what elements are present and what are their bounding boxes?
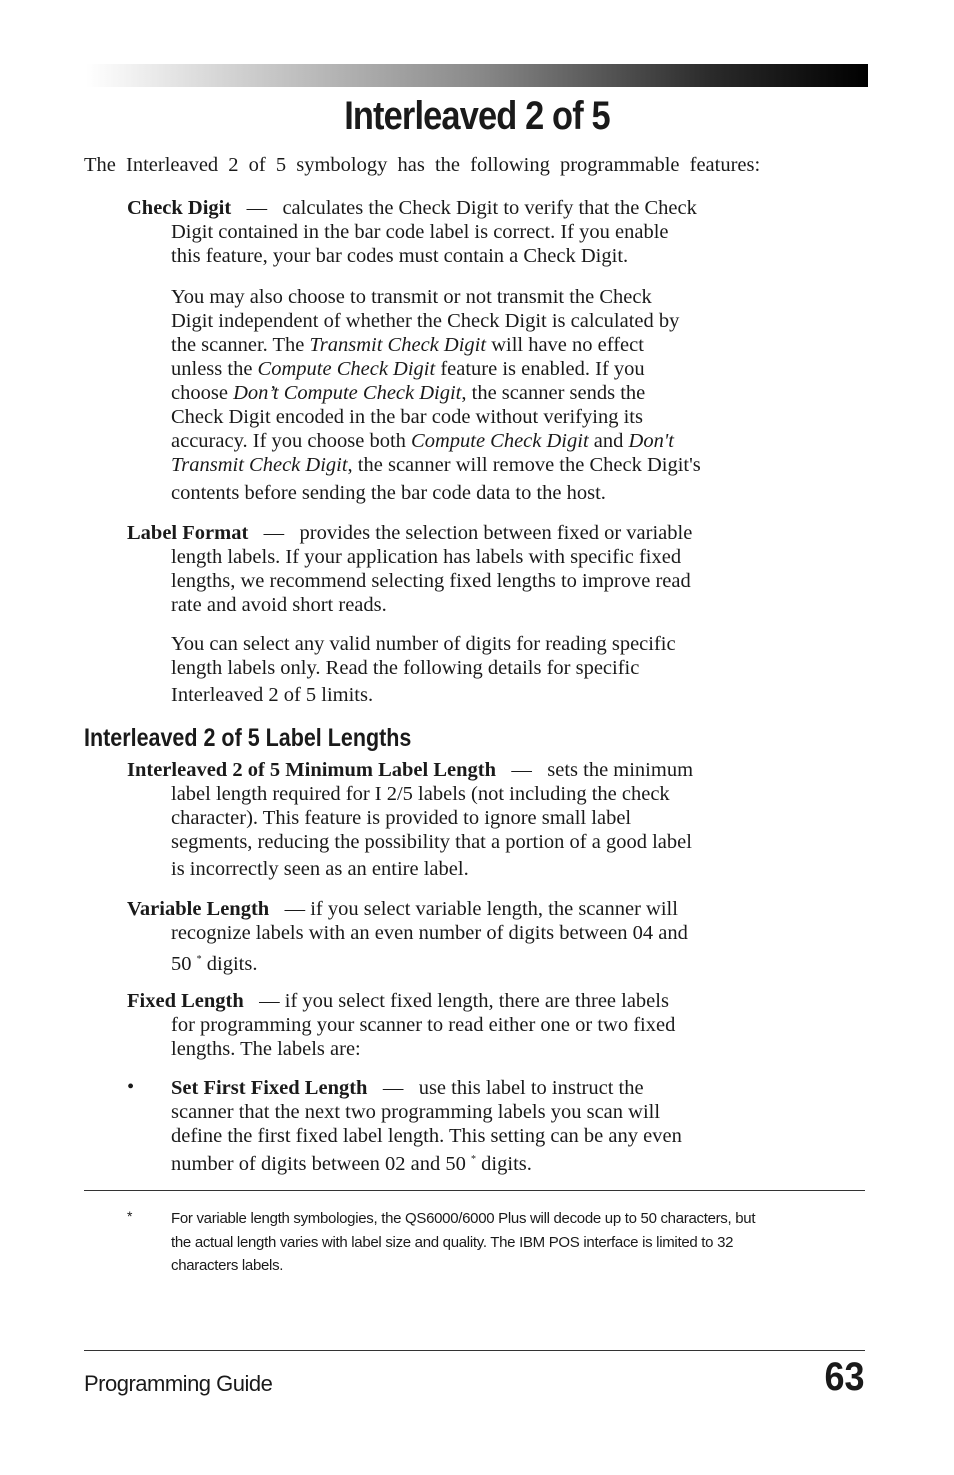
text-fragment: digits. [481,1153,532,1175]
compute-check-digit-term: Compute Check Digit [411,430,589,452]
label-format-paragraph [127,521,827,617]
variable-length-term: Variable Length [127,898,270,920]
intro-paragraph [84,153,864,177]
em-dash: — [511,759,532,781]
text-fragment: feature is enabled. If you [435,358,645,380]
em-dash: — [382,1077,404,1099]
footnote-divider [84,1190,865,1191]
text-line: sets the minimum [547,759,694,781]
text-fragment: number of digits between 02 and 50 [171,1153,466,1175]
text-line: Interleaved 2 of 5 limits. [171,684,374,706]
fixed-length-term: Fixed Length [127,990,244,1012]
header-gradient-bar [86,64,868,87]
dont-transmit-term: Don't [628,430,674,452]
text-line: if you select variable length, the scanner will [310,898,678,920]
text-fragment: , the scanner sends the [461,382,646,404]
em-dash: — [284,898,306,920]
text-line: label length required for I 2/5 labels (not including the check [171,783,670,805]
page-number: 63 [823,1355,864,1399]
set-first-fixed-length-paragraph [171,1076,831,1176]
text-line: lengths, we recommend selecting fixed lengths to improve read [171,570,691,592]
text-line: lengths. The labels are: [171,1038,361,1060]
text-line: is incorrectly seen as an entire label. [171,858,469,880]
text-line: You may also choose to transmit or not transmit the Check [171,286,652,308]
footer-title: Programming Guide [84,1371,273,1396]
text-line: recognize labels with an even number of digits between 04 and [171,922,688,944]
text-line: scanner that the next two programming labels you scan will [171,1101,661,1123]
text-fragment: digits. [206,953,258,975]
text-line: segments, reducing the possibility that a portion of a good label [171,831,692,853]
text-line: if you select fixed length, there are three labels [284,990,669,1012]
text-line: define the first fixed label length. This setting can be any even [171,1125,682,1147]
transmit-check-digit-term: Transmit Check Digit [309,334,487,356]
text-fragment: will have no effect [486,334,644,356]
section-heading: Interleaved 2 of 5 Label Lengths [84,724,412,752]
text-line: rate and avoid short reads. [171,594,387,616]
em-dash: — [263,522,285,544]
text-line: use this label to instruct the [418,1077,644,1099]
minimum-label-length-term: Interleaved 2 of 5 Minimum Label Length [127,759,496,781]
text-line: character). This feature is provided to ignore small label [171,807,632,829]
compute-check-digit-term: Compute Check Digit [257,358,436,380]
dont-compute-check-digit-term: Don’t Compute Check Digit [233,382,462,404]
footnote-line: For variable length symbologies, the QS6000/6000 Plus will decode up to 50 characters, but [171,1210,756,1227]
text-fragment: the scanner. The [171,334,310,356]
text-fragment: 50 [171,953,192,975]
footnote-marker: * [196,954,202,965]
footer-divider [84,1350,865,1351]
text-line: Digit contained in the bar code label is correct. If you enable [171,221,669,243]
text-fragment: and [588,430,629,452]
text-fragment: unless the [171,358,258,380]
page-title: Interleaved 2 of 5 [344,94,610,138]
text-fragment: choose [171,382,234,404]
transmit-check-digit-term: Transmit Check Digit [171,454,348,476]
footnote-marker: * [127,1208,133,1224]
set-first-fixed-length-term: Set First Fixed Length [171,1077,368,1099]
footnote-marker: * [471,1154,477,1165]
text-line: this feature, your bar codes must contain a Check Digit. [171,245,629,267]
text-line: for programming your scanner to read either one or two fixed [171,1014,676,1036]
check-digit-detail-paragraph [171,285,831,505]
text-fragment: accuracy. If you choose both [171,430,412,452]
em-dash: — [259,990,280,1012]
minimum-label-length-paragraph [127,758,827,881]
text-line: length labels. If your application has labels with specific fixed [171,546,682,568]
check-digit-term: Check Digit [127,197,232,219]
footnote-line: characters labels. [171,1257,284,1274]
text-line: provides the selection between fixed or variable [299,522,693,544]
footnote-text [171,1207,831,1278]
text-line: You can select any valid number of digits for reading specific [171,633,676,655]
text-line: contents before sending the bar code data to the host. [171,482,606,504]
label-format-term: Label Format [127,522,249,544]
text-line: calculates the Check Digit to verify that the Check [282,197,697,219]
label-format-detail-paragraph [171,632,831,707]
variable-length-paragraph [127,897,827,976]
bullet-icon: • [127,1076,135,1098]
text-fragment: , the scanner will remove the Check Digit's [347,454,701,476]
fixed-length-paragraph [127,989,827,1061]
em-dash: — [246,197,268,219]
text-line: length labels only. Read the following details for specific [171,657,640,679]
footnote-line: the actual length varies with label size and quality. The IBM POS interface is limited to 32 [171,1233,734,1251]
check-digit-paragraph [127,196,827,268]
text-line: Digit independent of whether the Check Digit is calculated by [171,310,680,332]
intro-text: The Interleaved 2 of 5 symbology has the following programmable features: [84,154,761,176]
text-line: Check Digit encoded in the bar code without verifying its [171,406,643,428]
